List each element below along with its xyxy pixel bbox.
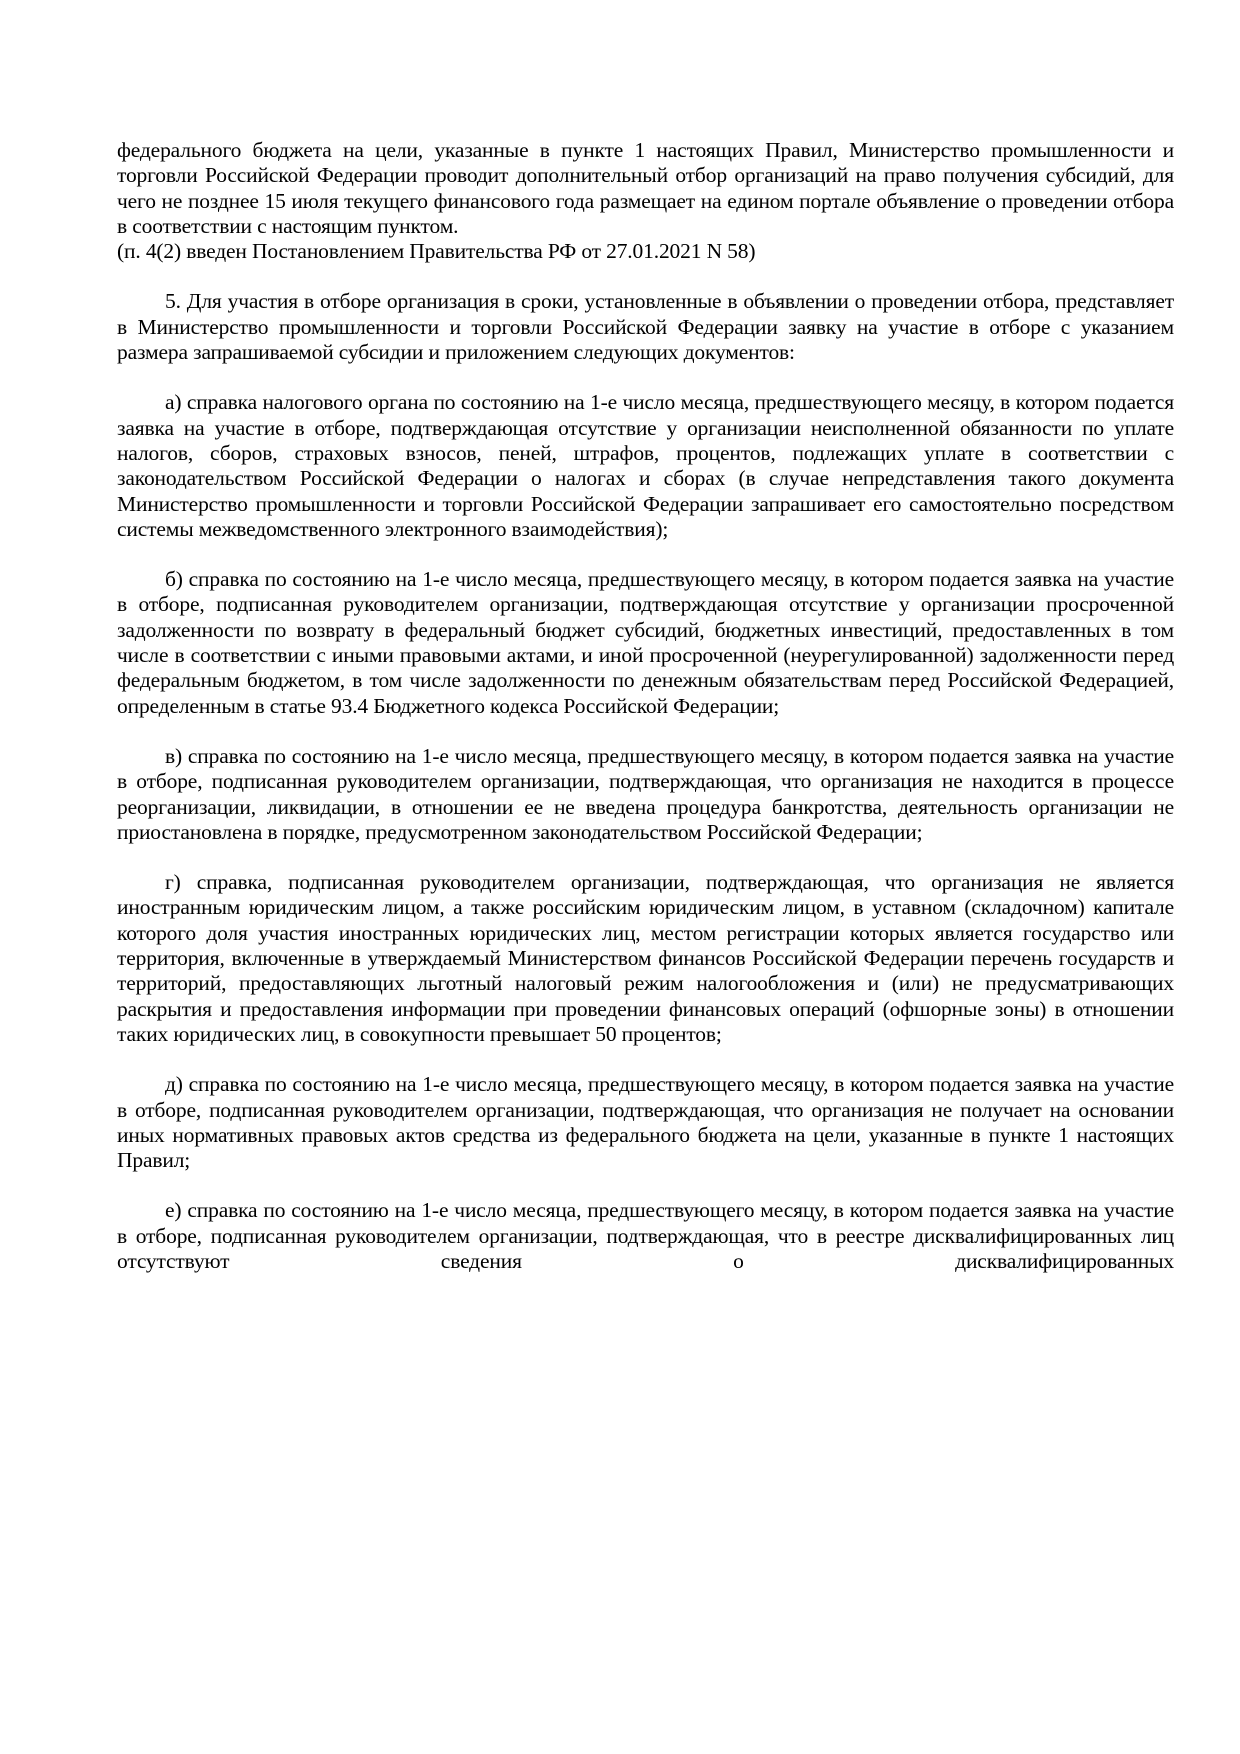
amendment-note: (п. 4(2) введен Постановлением Правительства РФ от 27.01.2021 N 58) [117,239,756,264]
document-page [117,138,1174,1274]
item-d-paragraph: д) справка по состоянию на 1-е число месяца, предшествующего месяцу, в котором подается заявка на участие в отборе, подписанная руководителем организации, подтверждающая, что организация не получает на основании иных нормативных правовых актов средства из федерального бюджета на цели, указанные в пункте 1 настоящих Правил; [117,1072,1174,1173]
item-a-paragraph: а) справка налогового органа по состоянию на 1-е число месяца, предшествующего месяцу, в котором подается заявка на участие в отборе, подтверждающая отсутствие у организации неисполненной обязанности по уплате налогов, сборов, страховых взносов, пеней, штрафов, процентов, подлежащих уплате в соответствии с законодательством Российской Федерации о налогах и сборах (в случае непредставления такого документа Министерство промышленности и торговли Российской Федерации запрашивает его самостоятельно посредством системы межведомственного электронного взаимодействия); [117,390,1174,541]
item-b-paragraph: б) справка по состоянию на 1-е число месяца, предшествующего месяцу, в котором подается заявка на участие в отборе, подписанная руководителем организации, подтверждающая отсутствие у организации просроченной задолженности по возврату в федеральный бюджет субсидий, бюджетных инвестиций, предоставленных в том числе в соответствии с иными правовыми актами, и иной просроченной (неурегулированной) задолженности перед федеральным бюджетом, в том числе задолженности по денежным обязательствам перед Российской Федерацией, определенным в статье 93.4 Бюджетного кодекса Российской Федерации; [117,567,1174,718]
item-e-paragraph: е) справка по состоянию на 1-е число месяца, предшествующего месяцу, в котором подается заявка на участие в отборе, подписанная руководителем организации, подтверждающая, что в реестре дисквалифицированных лиц отсутствуют сведения о дисквалифицированных [117,1198,1174,1273]
item-v-paragraph: в) справка по состоянию на 1-е число месяца, предшествующего месяцу, в котором подается заявка на участие в отборе, подписанная руководителем организации, подтверждающая, что организация не находится в процессе реорганизации, ликвидации, в отношении ее не введена процедура банкротства, деятельность организации не приостановлена в порядке, предусмотренном законодательством Российской Федерации; [117,743,1174,844]
item-g-paragraph: г) справка, подписанная руководителем организации, подтверждающая, что организация не является иностранным юридическим лицом, а также российским юридическим лицом, в уставном (складочном) капитале которого доля участия иностранных юридических лиц, местом регистрации которых является государство или территория, включенные в утверждаемый Министерством финансов Российской Федерации перечень государств и территорий, предоставляющих льготный налоговый режим налогообложения и (или) не предусматривающих раскрытия и предоставления информации при проведении финансовых операций (офшорные зоны) в отношении таких юридических лиц, в совокупности превышает 50 процентов; [117,870,1174,1046]
continuation-paragraph: федерального бюджета на цели, указанные в пункте 1 настоящих Правил, Министерство промышленности и торговли Российской Федерации проводит дополнительный отбор организаций на право получения субсидий, для чего не позднее 15 июля текущего финансового года размещает на едином портале объявление о проведении отбора в соответствии с настоящим пунктом. [117,138,1174,238]
section-5-paragraph: 5. Для участия в отборе организация в сроки, установленные в объявлении о проведении отбора, представляет в Министерство промышленности и торговли Российской Федерации заявку на участие в отборе с указанием размера запрашиваемой субсидии и приложением следующих документов: [117,289,1174,365]
